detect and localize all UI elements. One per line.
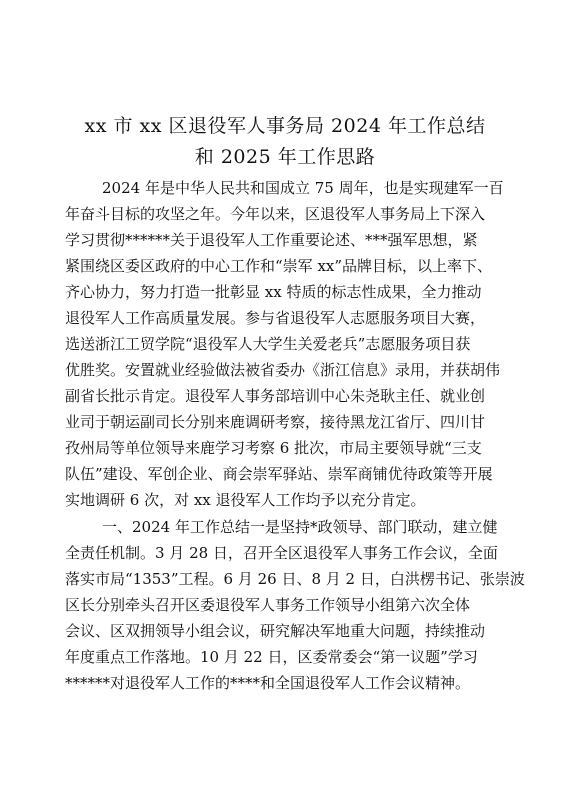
paragraph-line: 会议、区双拥领导小组会议，研究解决军地重大问题，持续推动 bbox=[65, 621, 486, 640]
paragraph-line: 孜州局等单位领导来鹿学习考察 6 批次，市局主要领导就“三支 bbox=[65, 439, 482, 457]
paragraph-line: 学习贯彻******关于退役军人工作重要论述、***强军思想，紧 bbox=[65, 231, 478, 249]
paragraph-line: 优胜奖。安置就业经验做法被省委办《浙江信息》录用，并获胡伟 bbox=[65, 361, 501, 379]
paragraph-line: 落实市局“1353”工程。6 月 26 日、8 月 2 日，白洪楞书记、张崇波 bbox=[65, 569, 525, 588]
paragraph-line: 队伍”建设、军创企业、商会崇军驿站、崇军商铺优待政策等开展 bbox=[65, 465, 493, 483]
paragraph-line: 齐心协力，努力打造一批彰显 xx 特质的标志性成果，全力推动 bbox=[65, 283, 482, 301]
paragraph-line: 选送浙江工贸学院“退役军人大学生关爱老兵”志愿服务项目获 bbox=[65, 335, 471, 353]
paragraph-line: 退役军人工作高质量发展。参与省退役军人志愿服务项目大赛， bbox=[65, 309, 486, 327]
paragraph-line: 全责任机制。3 月 28 日，召开全区退役军人事务工作会议，全面 bbox=[65, 543, 498, 562]
document-title-line-1: xx 市 xx 区退役军人事务局 2024 年工作总结 bbox=[84, 115, 486, 137]
document-title-line-2: 和 2025 年工作思路 bbox=[194, 146, 376, 168]
paragraph-line: 一、2024 年工作总结一是坚持*政领导、部门联动，建立健 bbox=[102, 517, 498, 536]
paragraph-line: 年度重点工作落地。10 月 22 日，区委常委会“第一议题”学习 bbox=[65, 647, 478, 666]
paragraph-line: 业司于朝运副司长分别来鹿调研考察，接待黑龙江省厅、四川甘 bbox=[65, 413, 486, 431]
paragraph-line: 2024 年是中华人民共和国成立 75 周年，也是实现建军一百 bbox=[102, 179, 504, 197]
paragraph-line: 区长分别牵头召开区委退役军人事务工作领导小组第六次全体 bbox=[65, 595, 471, 614]
paragraph-line: ******对退役军人工作的****和全国退役军人工作会议精神。 bbox=[65, 673, 471, 692]
paragraph-line: 年奋斗目标的攻坚之年。今年以来，区退役军人事务局上下深入 bbox=[65, 205, 486, 223]
paragraph-line: 副省长批示肯定。退役军人事务部培训中心朱尧耿主任、就业创 bbox=[65, 387, 486, 405]
paragraph-line: 紧围绕区委区政府的中心工作和“崇军 xx”品牌目标，以上率下、 bbox=[65, 257, 493, 275]
paragraph-line: 实地调研 6 次，对 xx 退役军人工作均予以充分肯定。 bbox=[65, 491, 426, 509]
